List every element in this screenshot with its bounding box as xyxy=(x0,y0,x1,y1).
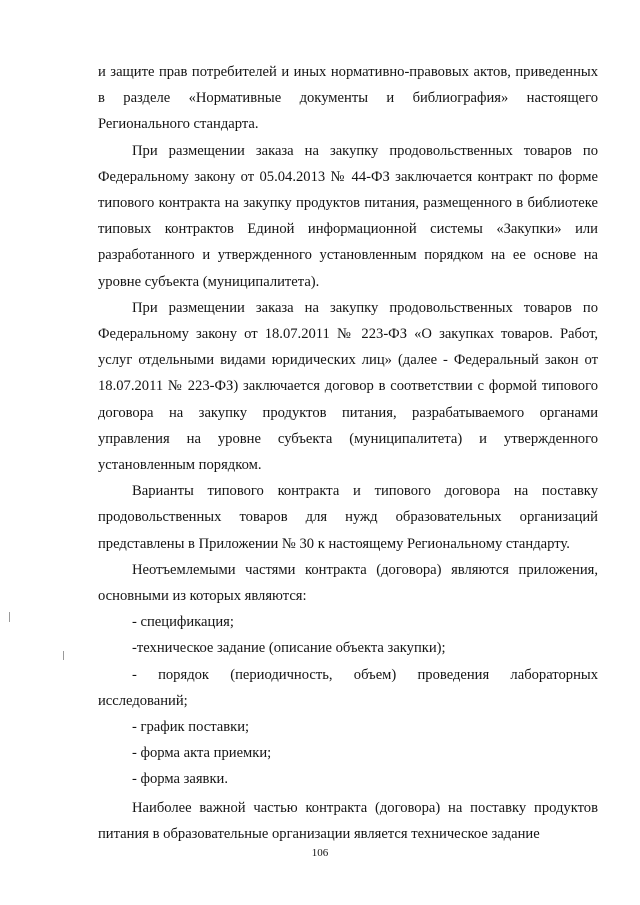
paragraph-223fz: При размещении заказа на закупку продовольственных товаров по Федеральному закону от 18.07.2011 № 223-ФЗ «О закупках товаров. Работ, услуг отдельными видами юридических лиц» (далее - Федеральный закон от 18.07.2011 № 223-ФЗ) заключается договор в соответствии с формой типового договора на закупку продуктов питания, разрабатываемого органами управления на уровне субъекта (муниципалитета) и утвержденного установленным порядком. xyxy=(98,299,598,474)
scan-edge-mark xyxy=(9,612,10,622)
paragraph-continuation: и защите прав потребителей и иных нормативно-правовых актов, приведенных в разделе «Нормативные документы и библиография» настоящего Регионального стандарта. xyxy=(98,64,598,133)
list-item: - спецификация; xyxy=(132,614,234,631)
list-item: - порядок (периодичность, объем) проведения лабораторных исследований; xyxy=(98,666,598,709)
body-text xyxy=(98,59,598,847)
list-item: - график поставки; xyxy=(132,719,250,736)
paragraph-44fz: При размещении заказа на закупку продовольственных товаров по Федеральному закону от 05.04.2013 № 44-ФЗ заключается контракт по форме типового контракта на закупку продуктов питания, размещенного в библиотеке типовых контрактов Единой информационной системы «Закупки» или разработанного и утвержденного установленным порядком на ее основе на уровне субъекта (муниципалитета). xyxy=(98,142,598,290)
paragraph-appendices-intro: Неотъемлемыми частями контракта (договора) являются приложения, основными из которых являются: xyxy=(98,561,598,605)
list-item: - форма заявки. xyxy=(132,771,228,788)
list-item: - форма акта приемки; xyxy=(132,745,272,762)
scan-edge-mark xyxy=(63,651,64,660)
page-number: 106 xyxy=(311,847,329,859)
paragraph-contract-variants: Варианты типового контракта и типового договора на поставку продовольственных товаров для нужд образовательных организаций представлены в Приложении № 30 к настоящему Региональному стандарту. xyxy=(98,483,598,552)
paragraph-closing: Наиболее важной частью контракта (договора) на поставку продуктов питания в образовательные организации является техническое задание xyxy=(98,799,598,842)
list-item: -техническое задание (описание объекта закупки); xyxy=(132,640,446,657)
